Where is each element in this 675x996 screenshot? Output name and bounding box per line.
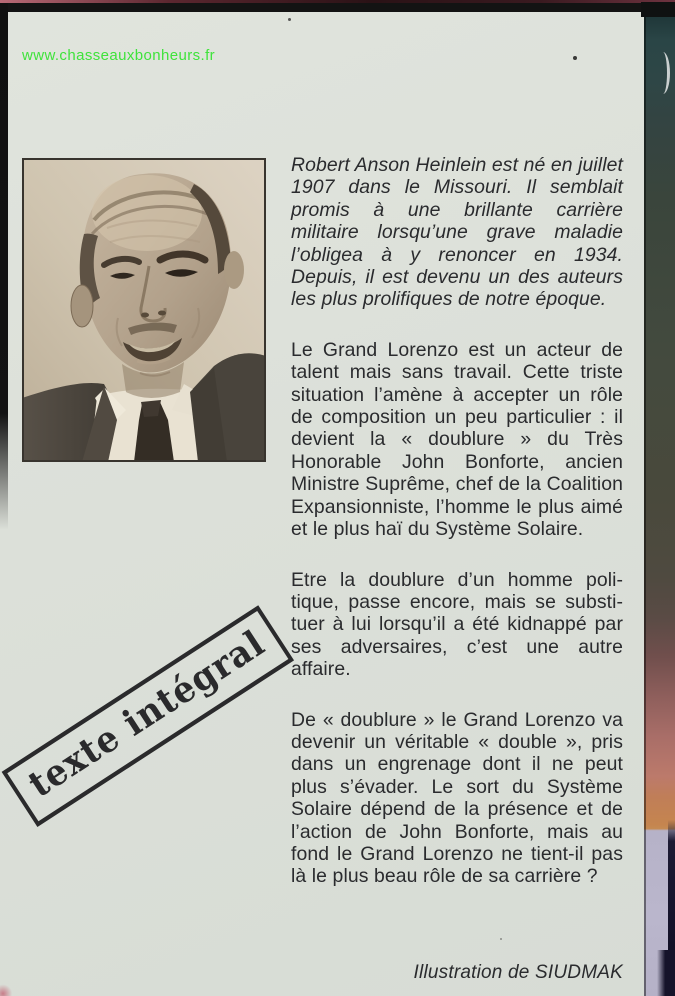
scan-speck (288, 18, 291, 21)
top-border-right (641, 2, 675, 17)
synopsis-paragraph-1: Le Grand Lorenzo est un acteur de talent mais sans travail. Cette triste situation l’amène à accepter un rôle de composition un peu particulier : il devient la « doublure » du Très Honorable John Bonforte, ancien Ministre Suprême, chef de la Coalition Expansionniste, l’homme le plus aimé et le plus haï du Système Solaire. (291, 338, 623, 541)
left-border (0, 0, 8, 530)
stamp-text: texte intégral (2, 605, 295, 827)
bottom-left-pink-mark (0, 984, 12, 996)
author-bio-paragraph: Robert Anson Heinlein est né en juillet 1907 dans le Missouri. Il semblait promis à une brillante carrière militaire lorsqu’une grave maladie l’obligea à y renoncer en 1934. Depuis, il est devenu un des auteurs les plus prolifiques de notre époque. (291, 154, 623, 311)
bottom-right-dark-corner (657, 950, 675, 996)
synopsis-paragraph-2: Etre la doublure d’un homme politique, passe encore, mais se substituer à lui lorsqu’il a été kidnappé par ses adversaires, c’est une autre affaire. (291, 568, 623, 681)
author-portrait-illustration (22, 158, 266, 462)
author-photo (22, 158, 266, 462)
top-border (0, 2, 675, 12)
back-cover-text (291, 154, 623, 916)
strip-glare-highlight (656, 52, 670, 94)
watermark-url: www.chasseauxbonheurs.fr (22, 47, 216, 64)
illustration-credit: Illustration de SIUDMAK (413, 962, 623, 983)
scan-top-edge (0, 0, 675, 3)
synopsis-paragraph-3: De « doublure » le Grand Lorenzo va devenir un véritable « double », pris dans un engrenage dont il ne peut plus s’évader. Le sort du Système Solaire dépend de la présence et de l’action de John Bonforte, mais au fond le Grand Lorenzo ne tient-il pas là le plus beau rôle de sa carrière ? (291, 708, 623, 888)
scan-speck (500, 938, 502, 940)
scan-speck (573, 56, 577, 60)
